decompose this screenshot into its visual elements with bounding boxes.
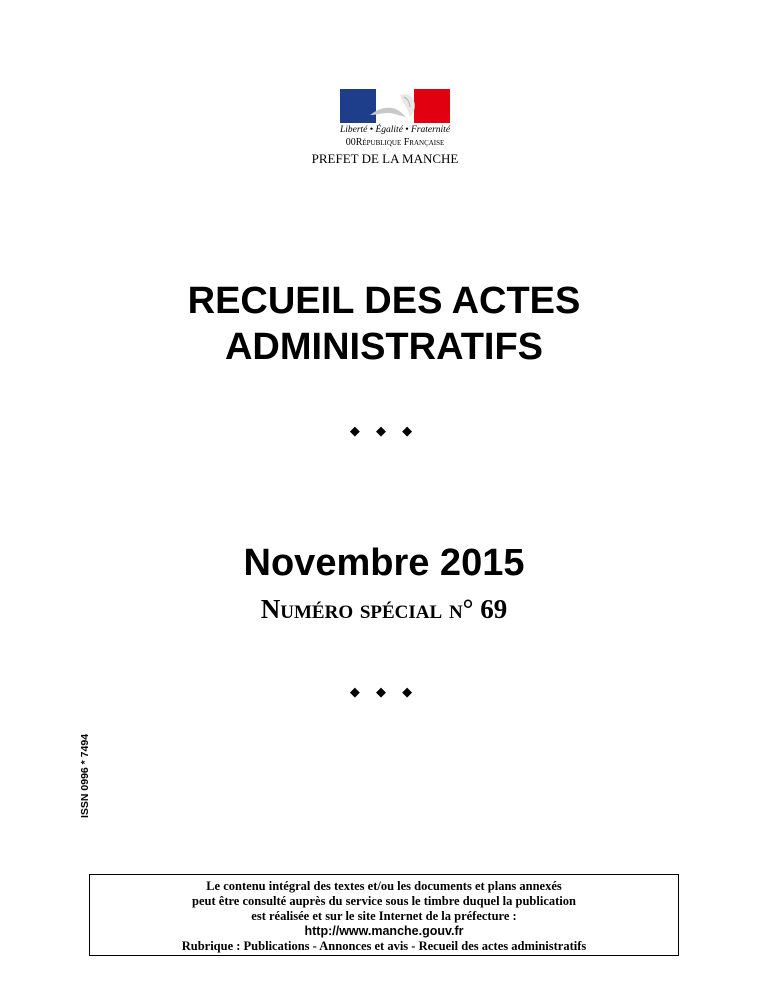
website-link[interactable]: http://www.manche.gouv.fr xyxy=(304,924,464,938)
issue-month: Novembre 2015 xyxy=(243,542,525,584)
republic-name: 00République Française xyxy=(345,137,445,148)
prefecture-name: PREFET DE LA MANCHE xyxy=(311,151,459,166)
notice-line: Le contenu intégral des textes et/ou les documents et plans annexés xyxy=(206,879,562,893)
notice-line: est réalisée et sur le site Internet de la préfecture : xyxy=(251,909,517,923)
issn-text: ISSN 0996 * 7494 xyxy=(79,733,91,819)
title-line-1: RECUEIL DES ACTES xyxy=(187,280,581,322)
publication-notice-box xyxy=(89,874,679,956)
issn-label xyxy=(76,712,94,840)
diamond-separator: ◆ ◆ ◆ xyxy=(349,424,419,439)
title-line-2: ADMINISTRATIFS xyxy=(224,326,544,368)
issue-number: Numéro spécial n° 69 xyxy=(260,594,508,624)
notice-line: Rubrique : Publications - Annonces et avis - Recueil des actes administratifs xyxy=(181,939,587,953)
page-title xyxy=(0,278,768,370)
notice-line: peut être consulté auprès du service sous le timbre duquel la publication xyxy=(192,894,576,908)
diamond-separator: ◆ ◆ ◆ xyxy=(349,685,419,700)
republic-motto: Liberté • Égalité • Fraternité xyxy=(339,125,451,135)
marianne-logo-icon xyxy=(340,89,450,123)
